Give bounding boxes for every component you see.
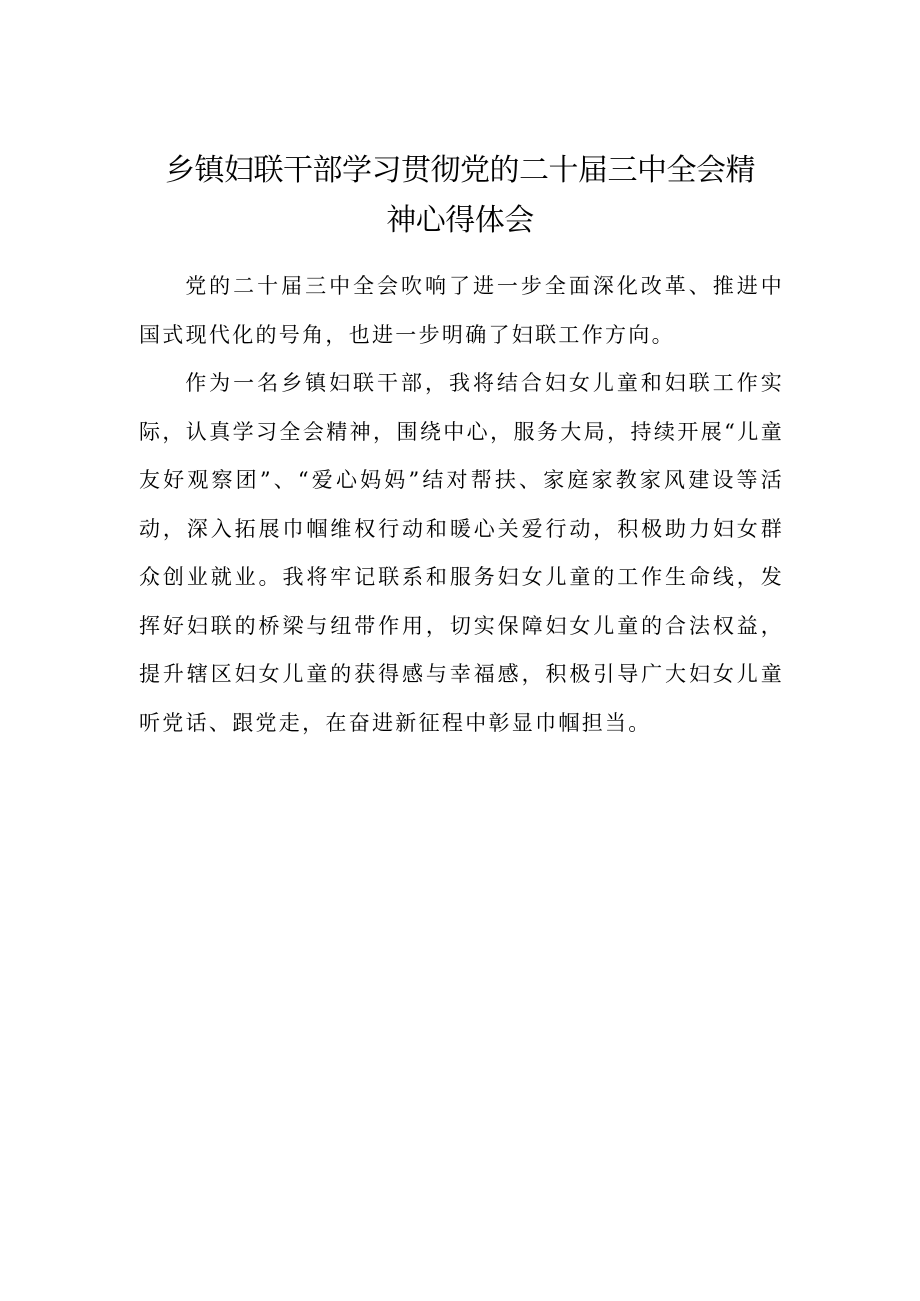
body-paragraph-2: 作为一名乡镇妇联干部，我将结合妇女儿童和妇联工作实际，认真学习全会精神，围绕中心，服务大局，持续开展“儿童友好观察团”、“爱心妈妈”结对帮扶、家庭家教家风建设等活动，深入拓展巾帼维权行动和暖心关爱行动，积极助力妇女群众创业就业。我将牢记联系和服务妇女儿童的工作生命线，发挥好妇联的桥梁与纽带作用，切实保障妇女儿童的合法权益，提升辖区妇女儿童的获得感与幸福感，积极引导广大妇女儿童听党话、跟党走，在奋进新征程中彰显巾帼担当。 [139, 371, 784, 735]
document-title [100, 146, 820, 246]
document-body [139, 262, 784, 747]
document-title-line-1: 乡镇妇联干部学习贯彻党的二十届三中全会精 [165, 153, 755, 188]
document-title-line-2: 神心得体会 [386, 203, 534, 238]
body-paragraph-1: 党的二十届三中全会吹响了进一步全面深化改革、推进中国式现代化的号角，也进一步明确了妇联工作方向。 [139, 274, 784, 347]
